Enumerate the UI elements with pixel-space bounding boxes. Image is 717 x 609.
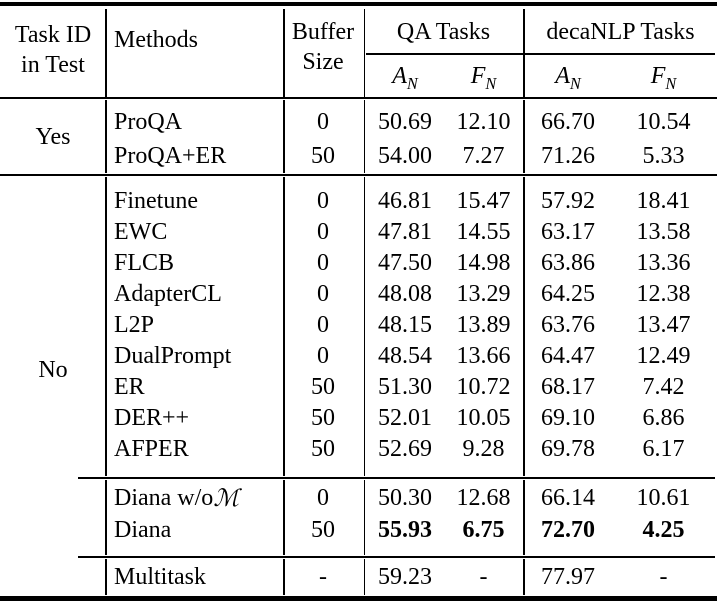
deca-an-value: 71.26 [541,142,595,169]
qa-an-value: 48.15 [378,311,432,338]
method-name: Finetune [114,187,198,214]
buffer-size: 0 [317,311,329,338]
header-metric-deca-fn [612,58,715,94]
vertical-rule [364,9,366,97]
qa-an-value: 59.23 [378,563,432,590]
deca-fn-value: 12.38 [636,280,691,307]
qa-fn-value: 10.05 [456,404,511,431]
deca-an-value: 69.78 [541,435,595,462]
header-qa-group: QA Tasks [396,18,491,45]
deca-an-value: 64.25 [541,280,595,307]
deca-fn-value: 6.17 [642,435,685,462]
buffer-size: 0 [317,280,329,307]
deca-an-value: 77.97 [541,563,595,590]
row-adaptercl [0,279,717,309]
qa-fn-value: 14.55 [456,218,511,245]
method-name: DualPrompt [114,342,232,369]
buffer-size: - [319,563,327,590]
method-name: AdapterCL [114,280,222,307]
header-buffer-line2: Size [302,48,344,75]
deca-fn-value: 10.54 [636,108,691,135]
deca-fn-value: 5.33 [642,142,685,169]
row-proqa [0,106,717,138]
row-proqa-er [0,140,717,172]
header-decanlp-group: decaNLP Tasks [546,18,695,45]
qa-fn-value: 9.28 [462,435,505,462]
deca-fn-value: 6.86 [642,404,685,431]
row-multitask [0,560,717,594]
buffer-size: 50 [311,142,335,169]
qa-fn-value: 10.72 [456,373,511,400]
buffer-size: 0 [317,218,329,245]
header-group-rule [366,53,715,55]
metric-sub: N [665,73,677,93]
qa-an-value: 46.81 [378,187,432,214]
row-flcb [0,248,717,278]
deca-fn-value: 13.36 [636,249,691,276]
method-name: EWC [114,218,168,245]
deca-an-value: 72.70 [541,516,595,543]
deca-an-value: 68.17 [541,373,595,400]
method-name: L2P [114,311,155,338]
header-task-id-line1: Task ID [14,21,92,48]
qa-fn-value: 7.27 [462,142,505,169]
metric-base: A [555,62,570,89]
method-name: DER++ [114,404,190,431]
deca-fn-value: 7.42 [642,373,685,400]
buffer-size: 0 [317,187,329,214]
deca-fn-value: 12.49 [636,342,691,369]
metric-sub: N [569,73,581,93]
script-m-symbol: ℳ [213,485,239,512]
row-diana-wo-memory [0,482,717,514]
buffer-size: 50 [311,373,335,400]
qa-fn-value: 6.75 [462,516,505,543]
section-label-yes: Yes [35,123,71,150]
qa-an-value: 55.93 [378,516,432,543]
qa-fn-value: - [479,563,488,590]
top-rule [0,2,717,6]
qa-an-value: 47.50 [378,249,432,276]
method-name: Diana [114,516,172,543]
deca-an-value: 57.92 [541,187,595,214]
deca-an-value: 66.70 [541,108,595,135]
deca-an-value: 64.47 [541,342,595,369]
metric-base: F [470,62,486,89]
section-label-no: No [38,356,68,383]
qa-an-value: 54.00 [378,142,432,169]
method-text: Diana w/o [114,484,214,511]
qa-an-value: 48.54 [378,342,432,369]
buffer-size: 50 [311,516,335,543]
qa-an-value: 47.81 [378,218,432,245]
buffer-size: 50 [311,404,335,431]
deca-an-value: 63.76 [541,311,595,338]
qa-an-value: 48.08 [378,280,432,307]
row-der-plus-plus [0,403,717,433]
header-methods: Methods [114,26,198,53]
multitask-sep-rule [78,556,715,558]
row-ewc [0,217,717,247]
deca-fn-value: 4.25 [642,516,685,543]
header-metric-deca-an [526,58,610,94]
qa-fn-value: 14.98 [456,249,511,276]
method-name: ProQA+ER [114,142,227,169]
qa-an-value: 51.30 [378,373,432,400]
deca-fn-value: 13.47 [636,311,691,338]
qa-an-value: 50.30 [378,484,432,511]
qa-fn-value: 12.68 [456,484,511,511]
qa-fn-value: 12.10 [456,108,511,135]
row-er [0,372,717,402]
deca-an-value: 66.14 [541,484,595,511]
qa-fn-value: 13.29 [456,280,511,307]
deca-an-value: 63.17 [541,218,595,245]
buffer-size: 0 [317,108,329,135]
qa-an-value: 52.69 [378,435,432,462]
deca-fn-value: 10.61 [636,484,691,511]
ablation-sep-rule [78,477,715,479]
header-buffer-line1: Buffer [291,18,355,45]
metric-base: A [392,62,407,89]
metric-sub: N [485,73,497,93]
yes-section-rule [0,174,717,176]
header-task-id-line2: in Test [21,51,85,78]
buffer-size: 0 [317,484,329,511]
row-diana [0,514,717,546]
row-dualprompt [0,341,717,371]
method-name: ER [114,373,145,400]
header-metric-qa-fn [446,58,521,94]
method-name: Multitask [114,563,207,590]
header-bottom-rule [0,97,717,99]
method-name: ProQA [114,108,183,135]
metric-sub: N [406,73,418,93]
qa-fn-value: 13.66 [456,342,511,369]
method-name [114,482,278,514]
qa-fn-value: 13.89 [456,311,511,338]
bottom-rule [0,596,717,601]
buffer-size: 0 [317,342,329,369]
deca-an-value: 63.86 [541,249,595,276]
header-metric-qa-an [366,58,444,94]
row-finetune [0,186,717,216]
qa-fn-value: 15.47 [456,187,511,214]
qa-an-value: 50.69 [378,108,432,135]
buffer-size: 0 [317,249,329,276]
method-name: FLCB [114,249,175,276]
deca-fn-value: 18.41 [636,187,691,214]
deca-fn-value: - [659,563,668,590]
qa-an-value: 52.01 [378,404,432,431]
row-afper [0,434,717,464]
metric-base: F [650,62,666,89]
row-l2p [0,310,717,340]
buffer-size: 50 [311,435,335,462]
deca-fn-value: 13.58 [636,218,691,245]
method-name: AFPER [114,435,189,462]
deca-an-value: 69.10 [541,404,595,431]
